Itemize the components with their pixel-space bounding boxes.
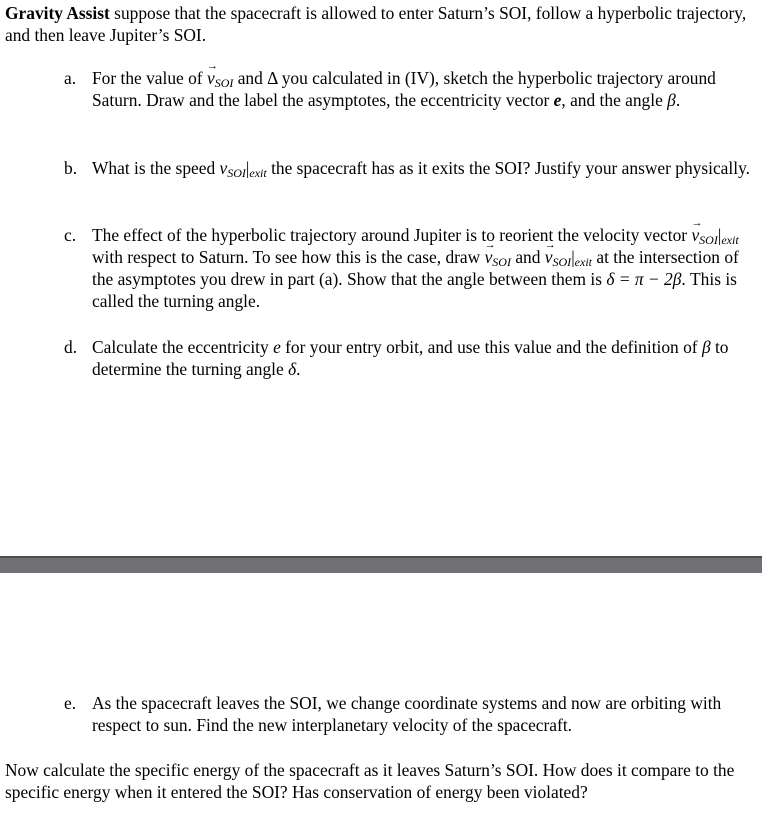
intro-text: suppose that the spacecraft is allowed to enter Saturn’s SOI, follow a hyperbolic trajectory, and then leave Jupiter’s SOI.	[5, 3, 747, 45]
item-e-text: As the spacecraft leaves the SOI, we change coordinate systems and now are orbiting with respect to sun. Find the new interplanetary velocity of the spacecraft.	[92, 693, 722, 735]
item-b-text: What is the speed $v_{SOI}|_{exit}$ the spacecraft has as it exits the SOI? Justify your answer physically.	[92, 158, 750, 180]
item-e-label: e.	[64, 693, 77, 713]
item-c-label: c.	[64, 225, 77, 245]
closing-paragraph: Now calculate the specific energy of the spacecraft as it leaves Saturn’s SOI. How does it compare to the specific energy when it entered the SOI? Has conservation of energy been violated?	[5, 760, 735, 802]
page-break-divider	[0, 556, 762, 573]
item-a-text: For the value of $v \to_{SOI}$ and Δ you calculated in (IV), sketch the hyperbolic trajectory around Saturn. Draw and the label the asymptotes, the eccentricity vector e, and the angle β.	[92, 67, 756, 111]
item-d-text: Calculate the eccentricity e for your entry orbit, and use this value and the definition of β to determine the turning angle δ.	[92, 337, 729, 379]
item-d-label: d.	[64, 337, 78, 357]
section-title: Gravity Assist	[5, 3, 110, 23]
item-a-label: a.	[64, 68, 77, 88]
turning-angle-formula: δ = π − 2β	[606, 269, 682, 289]
intro-paragraph	[5, 2, 756, 46]
item-c-text: The effect of the hyperbolic trajectory around Jupiter is to reorient the velocity vector $v \to_{SOI}|_{exit}$ with respect to Saturn. To see how this is the case, draw $v \to_{SOI}$ and $v \to_{SOI}|_{exit}$ at the intersection of the asymptotes you drew in part (a). Show that the angle between them is δ = π − 2β. This is called the turning angle.	[92, 224, 756, 312]
item-b-label: b.	[64, 158, 78, 178]
